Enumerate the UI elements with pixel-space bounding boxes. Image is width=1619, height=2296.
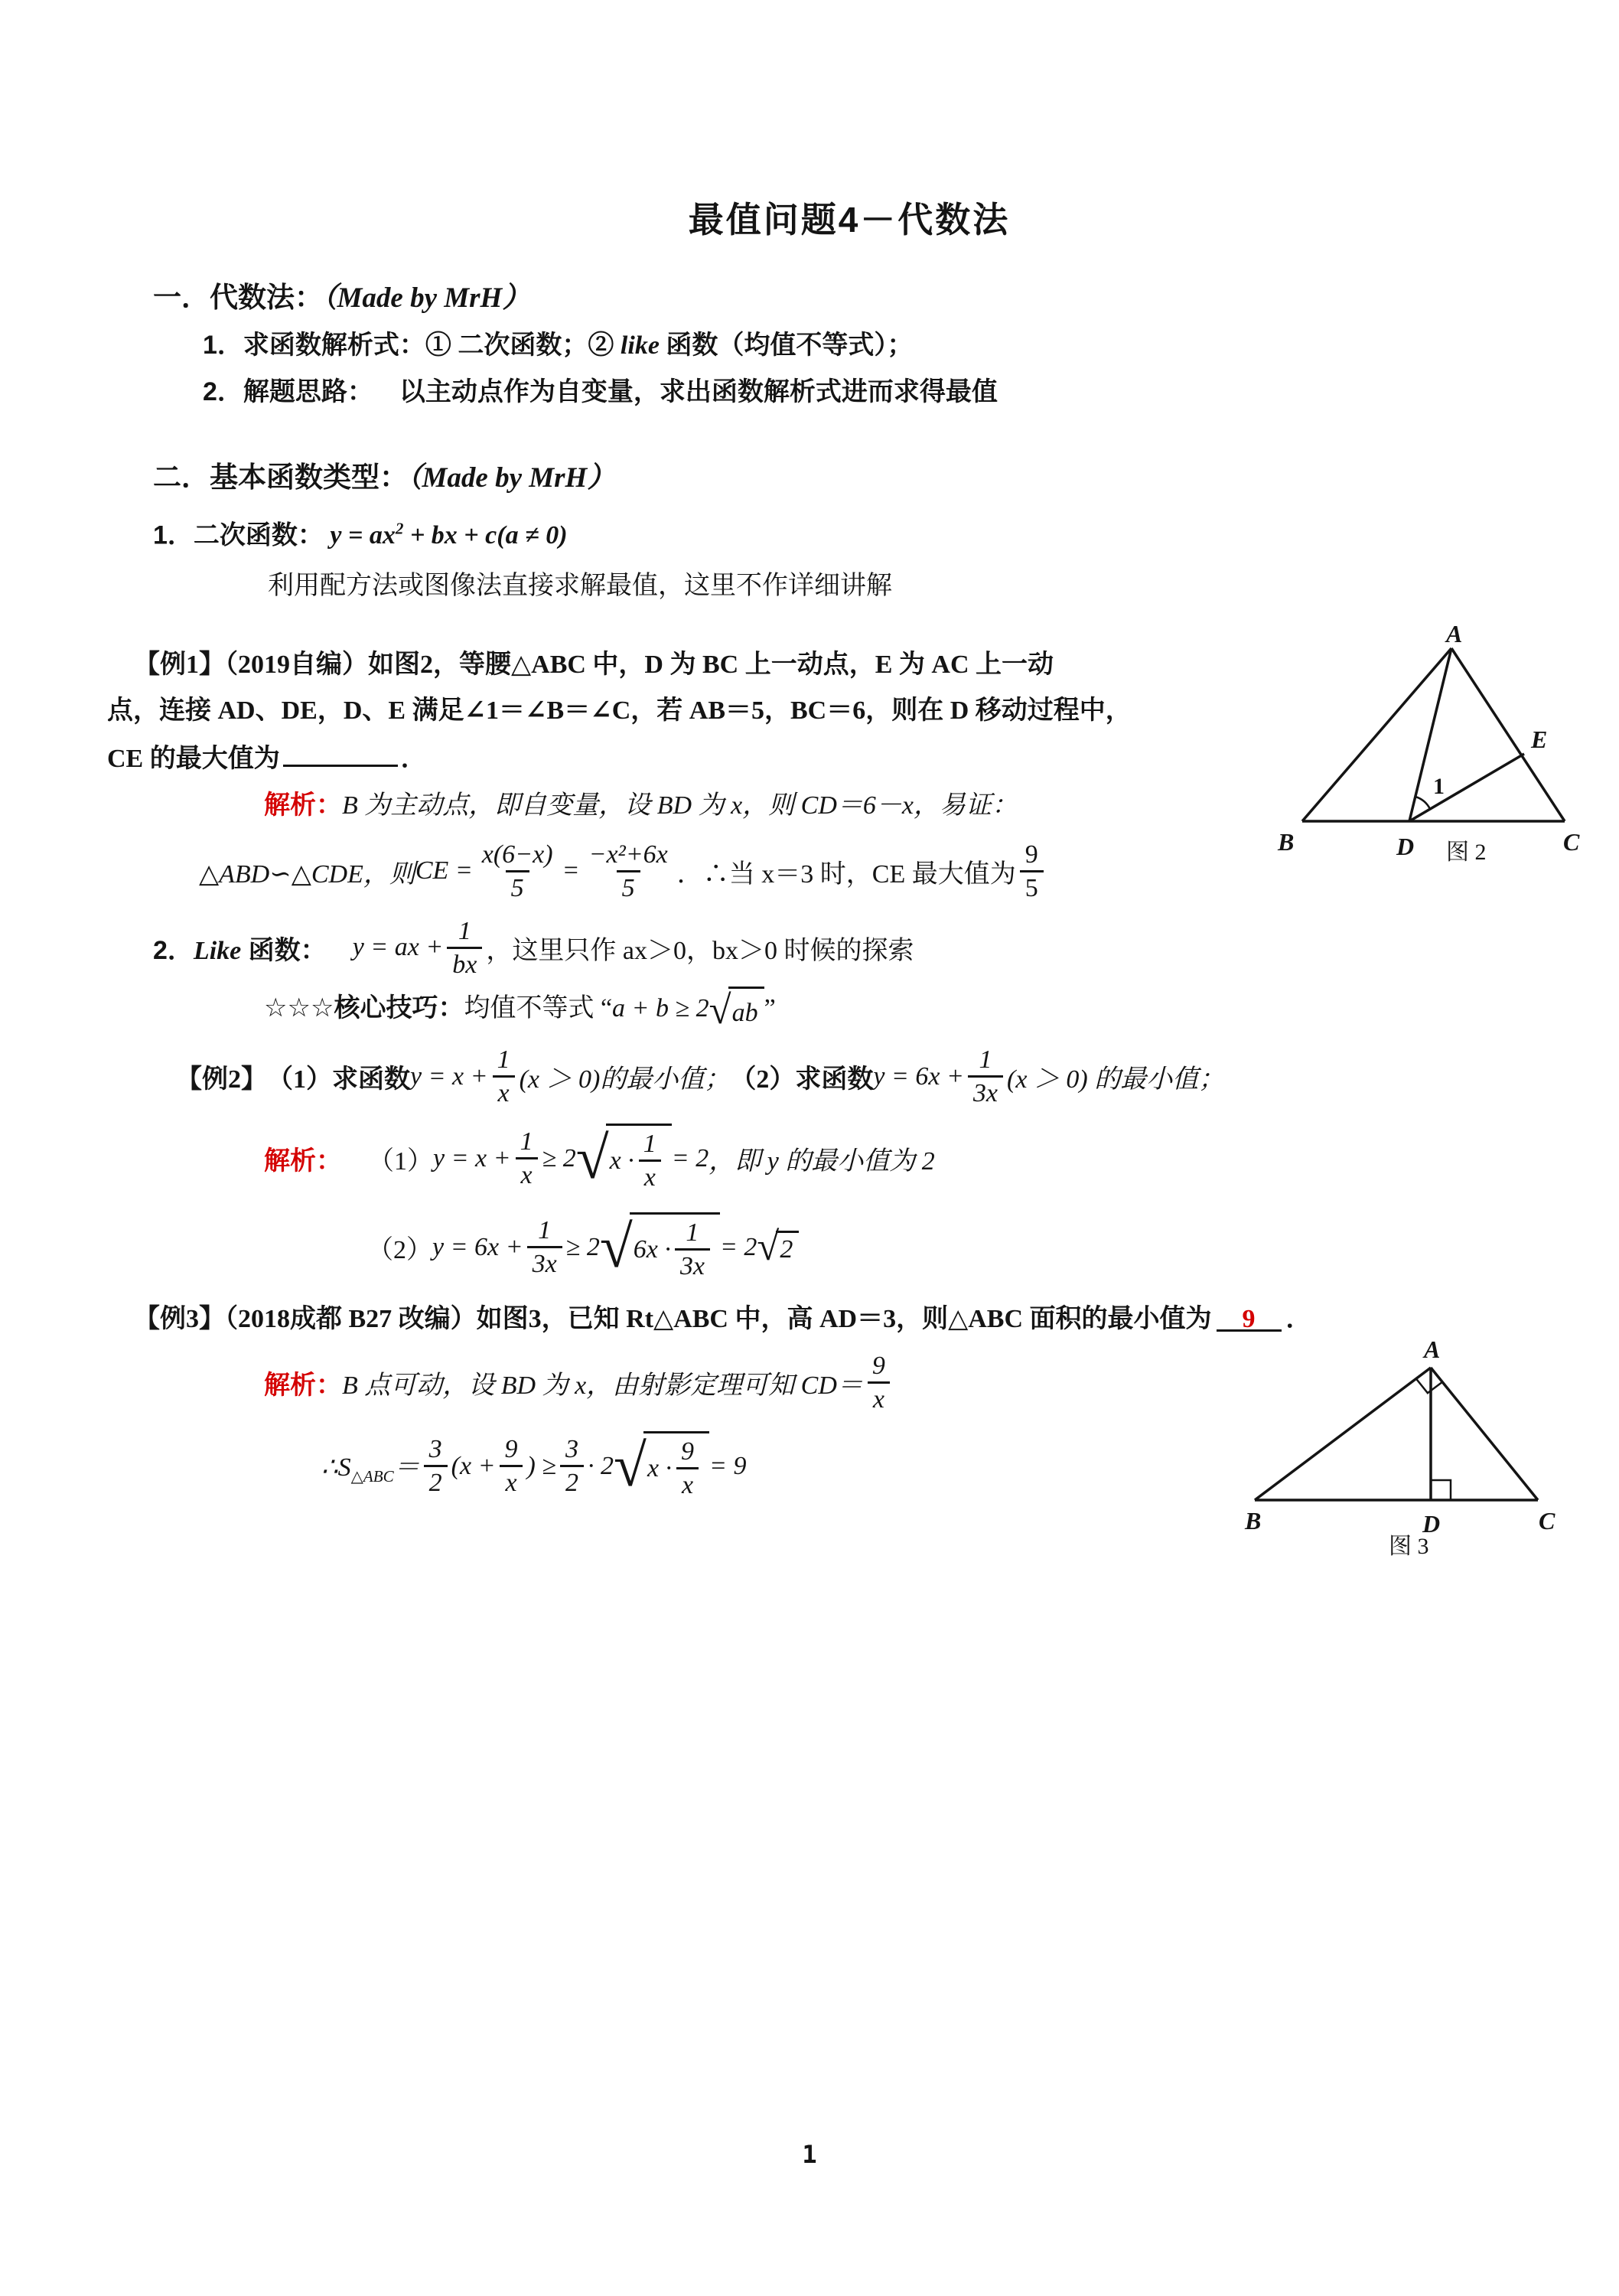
item1-text2: 函数（均值不等式）； xyxy=(659,331,914,360)
ce-eq: = xyxy=(562,856,580,885)
ce-frac2-den: 5 xyxy=(617,870,640,904)
area-frac1 xyxy=(424,1433,448,1499)
fig2-label-a: A xyxy=(1446,624,1463,647)
ce-frac2 xyxy=(584,839,673,904)
analysis-label-3: 解析： xyxy=(264,1371,342,1401)
section1-item2 xyxy=(203,369,1591,416)
sol2-sqrt xyxy=(600,1212,720,1282)
q1-frac-num: 1 xyxy=(497,1045,510,1074)
area-m2: ) ≥ xyxy=(526,1451,557,1480)
item1-label: 1．求函数解析式： xyxy=(203,331,425,360)
radical-icon: √ xyxy=(709,988,731,1033)
answer-blank-example3: 9 xyxy=(1217,1296,1282,1332)
sol1-frac-num: 1 xyxy=(520,1127,533,1156)
like-label-rest: 函数： xyxy=(241,935,327,965)
core-sqrt xyxy=(709,987,764,1035)
core-sqrt-body: ab xyxy=(728,987,764,1035)
like-frac-den: bx xyxy=(447,947,482,980)
quad-f2: + bx + c(a ≠ 0) xyxy=(403,521,568,550)
example2-q1-cond: (x ＞ 0)的最小值； xyxy=(519,1065,731,1094)
example2-statement xyxy=(176,1037,1591,1117)
sol1-frac xyxy=(515,1126,539,1191)
sol2-no: （2） xyxy=(367,1236,432,1265)
fig3-label-d: D xyxy=(1422,1510,1441,1538)
area-pre xyxy=(321,1446,420,1486)
example2-q1-pre: （1）求函数 xyxy=(267,1065,410,1094)
sol2-geq: ≥ 2 xyxy=(565,1232,600,1261)
quad-sup: 2 xyxy=(395,520,404,538)
right-triangle-lines xyxy=(1255,1368,1538,1500)
like-label-num: 2． xyxy=(153,935,194,965)
area-frac3 xyxy=(560,1433,584,1499)
example3-end: ． xyxy=(1285,1304,1312,1333)
ce-lhs: CE = xyxy=(415,856,473,885)
fig2-angle-label: 1 xyxy=(1433,774,1445,799)
sol1-f: y = x + xyxy=(433,1143,511,1172)
quadratic-note: 利用配方法或图像法直接求解最值，这里不作详细讲解 xyxy=(268,572,892,601)
quadratic-label: 1．二次函数： xyxy=(153,520,324,550)
area-frac2-num: 9 xyxy=(504,1434,518,1463)
like-function-line xyxy=(153,909,1591,986)
q1-frac-den: x xyxy=(493,1075,515,1109)
section2-heading xyxy=(153,454,1591,502)
sol2-f: y = 6x + xyxy=(432,1232,523,1261)
radical-icon: √ xyxy=(757,1225,780,1270)
area-m1: (x + xyxy=(451,1451,496,1480)
item2-text: 以主动点作为自变量，求出函数解析式进而求得最值 xyxy=(399,378,998,406)
quadratic-formula xyxy=(330,521,567,550)
example1-line3-end: ． xyxy=(400,745,427,774)
like-frac-num: 1 xyxy=(458,916,471,945)
cd-frac-den: x xyxy=(868,1381,890,1415)
section1-madeby: （Made by MrH） xyxy=(323,282,531,314)
figure-3-drawing xyxy=(1236,1333,1565,1557)
example1-line2: 点，连接 AD、DE，D、E 满足∠1＝∠B＝∠C，若 AB＝5，BC＝6，则在 D 移动过程中， xyxy=(107,696,1132,726)
fig2-label-c: C xyxy=(1563,828,1580,856)
example1-analysis-text: B 为主动点，即自变量，设 BD 为 x，则 CD＝6－x，易证： xyxy=(342,791,1018,820)
area-frac1-num: 3 xyxy=(428,1434,442,1463)
section2-heading-text: 二．基本函数类型： xyxy=(153,461,408,493)
fig3-label-b: B xyxy=(1245,1507,1262,1534)
like-label xyxy=(153,929,327,967)
quadratic-line xyxy=(153,502,1591,563)
sol1-sqrt xyxy=(576,1124,672,1193)
section1-heading xyxy=(153,274,1591,322)
sol2-frac xyxy=(527,1215,562,1280)
section2-madeby: （Made by MrH） xyxy=(408,462,616,494)
like-rest: ，这里只作 ax＞0，bx＞0 时候的探索 xyxy=(486,936,914,965)
fig2-label-d: D xyxy=(1396,833,1415,860)
ce-frac3-den: 5 xyxy=(1020,870,1044,904)
radical-icon: √ xyxy=(575,1124,609,1192)
page-number: 1 xyxy=(802,2140,817,2169)
fig2-label-e: E xyxy=(1531,726,1548,753)
fig3-caption: 图 3 xyxy=(1389,1534,1429,1557)
example2-q2-pre: （2）求函数 xyxy=(730,1065,874,1094)
fig2-label-b: B xyxy=(1278,828,1295,856)
sol2-sqrt-body xyxy=(630,1212,720,1282)
area-frac1-den: 2 xyxy=(424,1465,448,1499)
analysis-label-2: 解析： xyxy=(264,1147,342,1176)
example2-q2-formula: y = 6x + xyxy=(873,1062,964,1091)
area-rad-pre: x · xyxy=(647,1453,673,1482)
area-frac3-num: 3 xyxy=(565,1434,579,1463)
area-frac2 xyxy=(500,1433,523,1499)
figure-2 xyxy=(1259,624,1588,865)
example3-label: 【例3】 xyxy=(134,1304,225,1333)
area-frac3-den: 2 xyxy=(560,1465,584,1499)
ce-frac3 xyxy=(1020,839,1044,904)
cd-frac xyxy=(867,1350,891,1415)
sol1-rad-frac-den: x xyxy=(639,1159,661,1193)
sol2-frac-num: 1 xyxy=(538,1215,552,1244)
sol1-rad-frac-num: 1 xyxy=(643,1129,656,1158)
sol1-geq: ≥ 2 xyxy=(542,1143,576,1172)
example2-label: 【例2】 xyxy=(176,1065,267,1094)
sol1-no: （1） xyxy=(368,1147,433,1176)
area-frac2-den: x xyxy=(500,1465,522,1499)
area-s: ∴S xyxy=(321,1453,351,1482)
section1-heading-text: 一．代数法： xyxy=(153,282,323,313)
area-sub: △ABC xyxy=(350,1466,394,1486)
sol1-eq: = 2 xyxy=(671,1143,709,1172)
sol2-rad-frac-num: 1 xyxy=(686,1218,699,1247)
q2-frac-den: 3x xyxy=(968,1075,1003,1109)
sol1-post: ，即 y 的最小值为 2 xyxy=(709,1147,935,1176)
sol2-rad-pre: 6x · xyxy=(633,1234,671,1264)
ce-frac1-num: x(6−x) xyxy=(481,840,553,869)
core-skill-text: 均值不等式 “ xyxy=(464,994,613,1023)
example1-line3-text: CE 的最大值为 xyxy=(107,745,280,774)
figure-2-drawing xyxy=(1259,624,1588,865)
analysis-label-1: 解析： xyxy=(264,791,342,820)
area-end: = 9 xyxy=(709,1451,747,1480)
sol2-eq: = 2 xyxy=(719,1232,757,1261)
sol1-rad-pre: x · xyxy=(609,1146,634,1175)
sol2-frac-den: 3x xyxy=(527,1246,562,1280)
ce-frac3-num: 9 xyxy=(1024,840,1038,869)
area-rad-frac-num: 9 xyxy=(681,1437,695,1466)
like-formula-pre: y = ax + xyxy=(352,933,444,962)
fig3-label-c: C xyxy=(1539,1507,1555,1534)
sol1-rad-frac xyxy=(638,1128,662,1193)
page-title: 最值问题4－代数法 xyxy=(688,200,1011,240)
like-label-word: Like xyxy=(193,936,242,965)
right-angle-mark-a xyxy=(1416,1378,1442,1393)
sol2-rad-frac-den: 3x xyxy=(675,1248,710,1282)
figure-3 xyxy=(1236,1333,1565,1557)
q2-frac-num: 1 xyxy=(979,1045,992,1074)
example2-q2-cond: (x ＞ 0) 的最小值； xyxy=(1007,1065,1225,1094)
example1-line1-text: （2019自编）如图2，等腰△ABC 中，D 为 BC 上一动点，E 为 AC 上一动 xyxy=(225,651,1054,680)
ce-frac2-num: −x²+6x xyxy=(588,840,668,869)
item1-like-word: like xyxy=(620,331,660,360)
area-sqrt-body xyxy=(643,1431,709,1501)
sol1-frac-den: x xyxy=(516,1157,538,1191)
example3-analysis-text: B 点可动，设 BD 为 x，由射影定理可知 CD＝ xyxy=(342,1371,863,1401)
example3-text: （2018成都 B27 改编）如图3，已知 Rt△ABC 中，高 AD＝3，则△ABC 面积的最小值为 xyxy=(225,1304,1212,1333)
right-angle-mark-d xyxy=(1431,1480,1451,1500)
example2-q2-frac xyxy=(968,1044,1003,1109)
item2-label: 2．解题思路： xyxy=(203,377,373,406)
area-sqrt xyxy=(614,1431,709,1501)
radical-icon: √ xyxy=(614,1432,647,1499)
angle-1-arc xyxy=(1415,797,1430,809)
area-rad-frac xyxy=(676,1436,699,1501)
radical-icon: √ xyxy=(599,1213,633,1280)
area-eq: ＝ xyxy=(393,1453,420,1482)
answer-blank-example1 xyxy=(283,734,398,767)
section1-item1 xyxy=(203,322,1591,369)
example2-q1-formula: y = x + xyxy=(410,1062,488,1091)
example2-analysis-2 xyxy=(367,1205,1591,1290)
sol2-rad-frac xyxy=(675,1217,710,1282)
area-rad-frac-den: x xyxy=(676,1467,699,1501)
sol2-sqrt2-body: 2 xyxy=(776,1231,799,1264)
ce-pre: △ABD∽△CDE，则 xyxy=(199,859,415,889)
item1-text1: ① 二次函数；② xyxy=(425,331,621,360)
sol2-sqrt2 xyxy=(757,1225,799,1270)
like-frac xyxy=(447,915,482,980)
fig3-label-a: A xyxy=(1424,1336,1441,1363)
cd-frac-num: 9 xyxy=(871,1351,885,1380)
area-m3: · 2 xyxy=(588,1451,614,1480)
ce-mid: ．∴当 x＝3 时，CE 最大值为 xyxy=(676,859,1016,889)
example1-label: 【例1】 xyxy=(134,651,225,680)
core-skill-formula: a + b ≥ 2 xyxy=(612,994,709,1023)
example2-analysis-1 xyxy=(264,1117,1591,1201)
ce-frac1-den: 5 xyxy=(506,870,529,904)
core-skill-line xyxy=(264,986,1591,1035)
sol1-sqrt-body xyxy=(606,1124,672,1193)
fig2-caption: 图 2 xyxy=(1446,840,1487,865)
example2-q1-frac xyxy=(492,1044,516,1109)
quad-f1: y = ax xyxy=(330,521,396,550)
core-skill-label: ☆☆☆核心技巧： xyxy=(264,993,464,1023)
ce-frac1 xyxy=(477,839,559,904)
core-skill-close: ” xyxy=(764,994,776,1023)
